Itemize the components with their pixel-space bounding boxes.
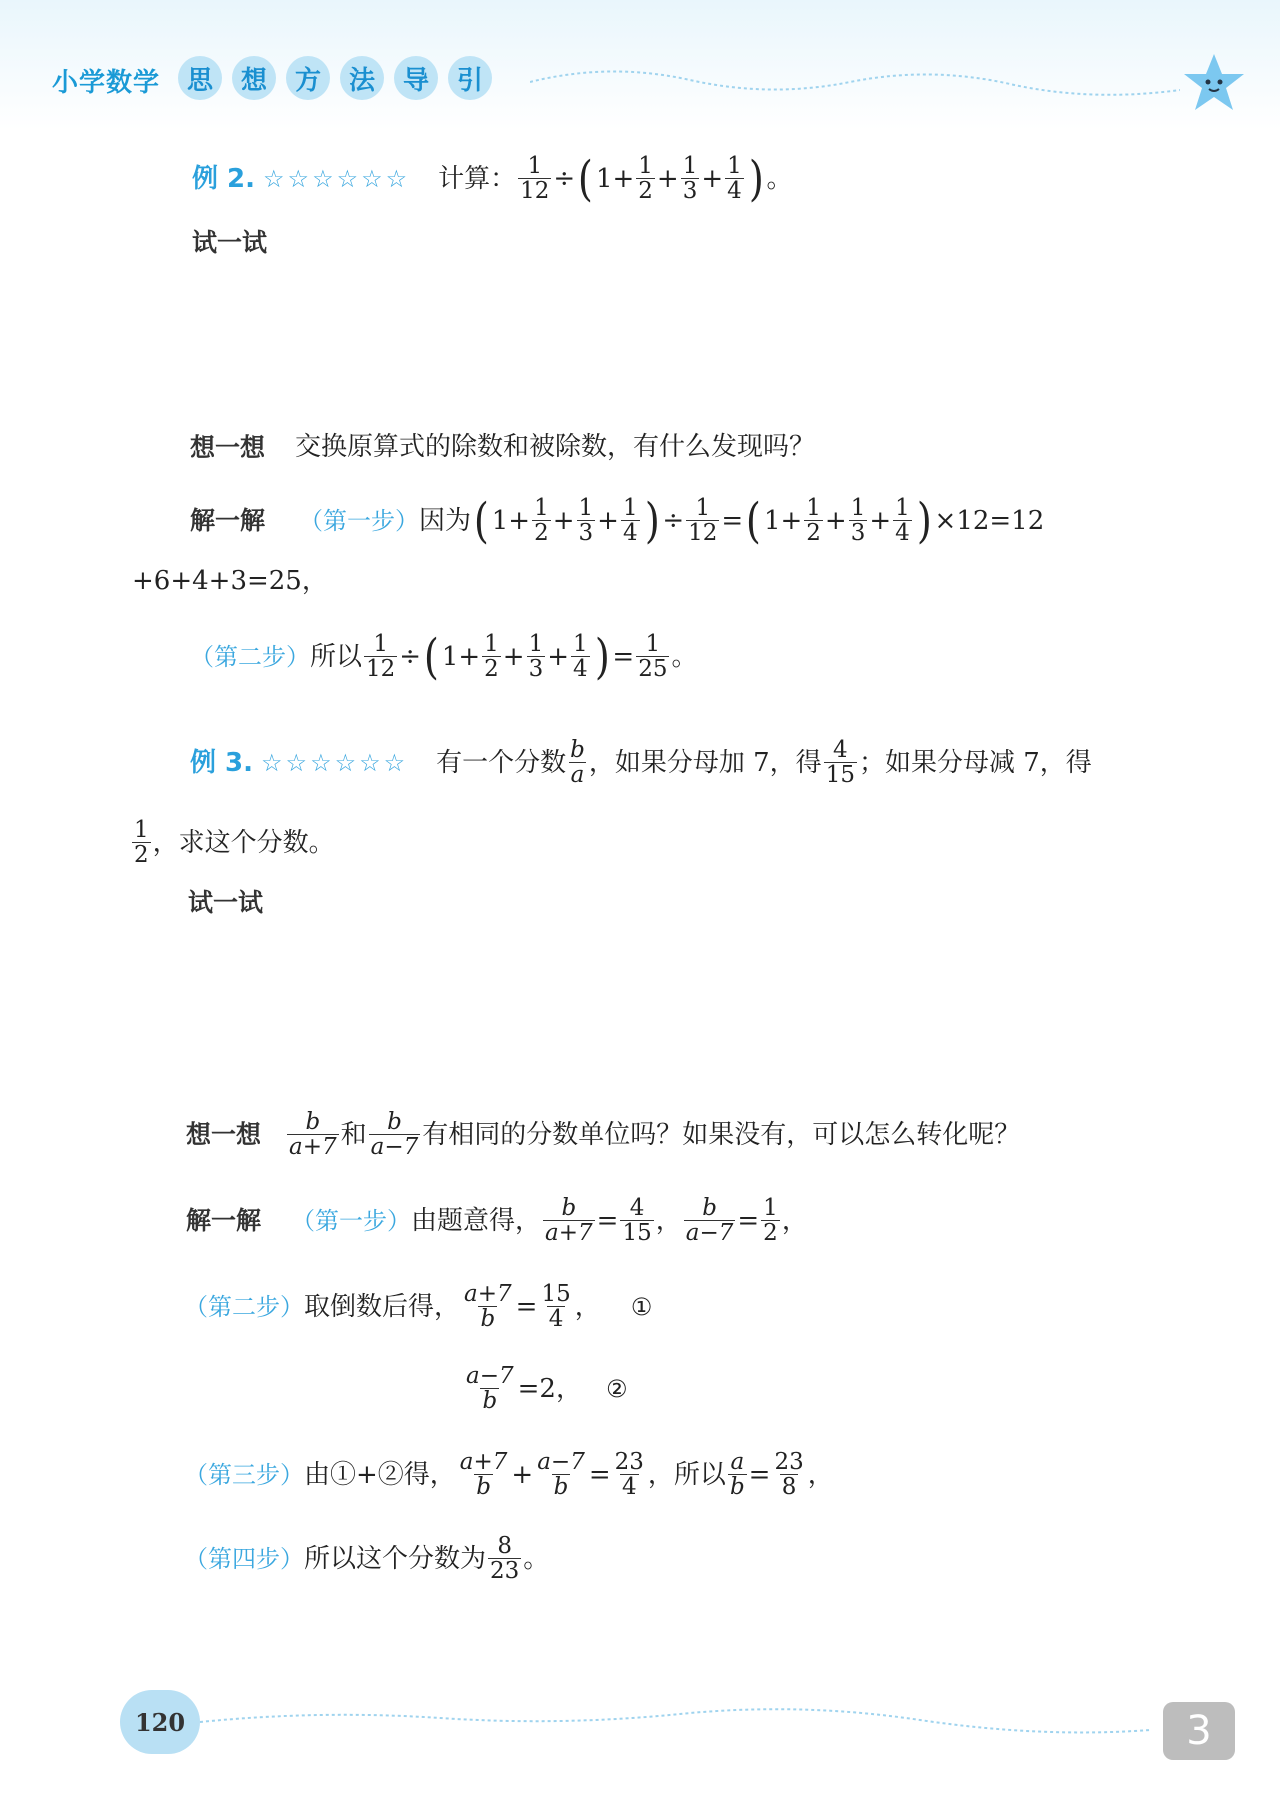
fraction: $\frac{1}{12}$ [366,631,396,683]
fraction: $\frac{1}{2}$ [806,495,821,547]
fraction: $\frac{1}{12}$ [688,495,718,547]
paren: ( [746,492,762,549]
statement-text: ，如果分母加 7，得 [588,747,822,778]
fraction: $\frac{a+7}{b}$ [459,1449,508,1501]
book-title-char: 思 [178,56,222,100]
step-text: 所以这个分数为 [304,1543,487,1574]
think-text: 和 [340,1119,367,1150]
math-operator: ÷ [553,163,576,194]
step-text: 由①+②得， [304,1459,456,1490]
think-text: 交换原算式的除数和被除数，有什么发现吗？ [295,432,816,462]
think-it-row [186,1110,1020,1159]
step-text: =2， [517,1373,582,1404]
statement-text: ，求这个分数。 [152,827,335,858]
fraction: $\frac{4}{15}$ [622,1195,652,1247]
example-label: 例 3. [190,747,254,778]
solve-step-1-continued: +6+4+3=25， [132,566,328,596]
corner-watermark: 3 [1163,1702,1235,1760]
fraction: $\frac{a-7}{b}$ [537,1449,585,1501]
star-mascot-icon [1182,52,1246,112]
step-marker: （第四步） [184,1544,304,1573]
step-text: ，所以 [647,1459,726,1490]
example-label: 例 2. [192,163,256,194]
paren: ) [748,150,764,207]
book-title-char: 导 [394,56,438,100]
solve-step-2-equation-2 [462,1364,627,1413]
fraction: $\frac{1}{2}$ [484,631,499,683]
fraction: $\frac{1}{4}$ [727,153,742,205]
step-text: 由题意得， [411,1205,542,1236]
period: 。 [766,163,793,194]
paren: ) [916,492,932,549]
equation-marker-2: ② [605,1374,628,1403]
think-it-row [190,434,815,460]
paren: ) [644,492,660,549]
footer-wave-decoration [200,1700,1150,1740]
try-it-heading: 试一试 [192,228,268,257]
fraction: $\frac{8}{23}$ [490,1533,520,1585]
fraction: $\frac{15}{4}$ [541,1281,571,1333]
fraction: $\frac{23}{8}$ [774,1449,804,1501]
book-title [178,56,492,100]
fraction: $\frac{1}{4}$ [573,631,588,683]
solve-label: 解一解 [190,506,266,536]
fraction: $\frac{1}{2}$ [638,153,653,205]
header-wave-decoration [530,62,1180,102]
solve-step-1: 解一解 （第一步） 因为 ( 1+ $\frac{1}{2}$ + $\frac{1}{3}$ + $\frac{1}{4}$ ) ÷ $\frac{1}{12}$ = ( 1+ $\frac{1}{2}$ + $\frac{1}{3}$ + $\frac{1}{4}$ ) ×12=12 [190,492,1045,549]
think-label: 想一想 [186,1120,262,1150]
solve-label: 解一解 [186,1206,262,1236]
solve-step-2: （第二步） 取倒数后得， $\frac{a+7}{b}$ = $\frac{15}{4}$ ， ① [184,1281,653,1333]
book-title-char: 引 [448,56,492,100]
step-marker: （第三步） [184,1460,304,1489]
step-text: 因为 [419,505,472,536]
fraction: $\frac{1}{4}$ [622,495,638,547]
think-text: 有相同的分数单位吗？如果没有，可以怎么转化呢？ [422,1119,1021,1150]
fraction: $\frac{1}{12}$ [520,153,550,205]
example-3-statement [190,738,1092,787]
solve-step-4: （第四步） 所以这个分数为 $\frac{8}{23}$ 。 [184,1533,550,1585]
fraction: $\frac{b}{a-7}$ [685,1195,734,1247]
fraction: $\frac{1}{2}$ [534,495,549,547]
equation-marker-1: ① [630,1292,653,1321]
fraction: $\frac{1}{2}$ [134,817,149,869]
paren: ) [594,628,610,685]
book-title-char: 方 [286,56,330,100]
step-marker: （第二步） [184,1292,304,1321]
step-marker: （第一步） [291,1206,412,1235]
fraction: $\frac{1}{4}$ [895,495,910,547]
fraction: $\frac{1}{3}$ [578,495,594,547]
statement-text: 有一个分数 [436,747,567,778]
fraction: $\frac{a+7}{b}$ [464,1281,512,1333]
calc-label: 计算： [438,163,517,194]
fraction: $\frac{4}{15}$ [825,737,855,789]
paren: ( [578,150,594,207]
fraction: $\frac{a}{b}$ [729,1449,745,1501]
book-title-char: 想 [232,56,276,100]
statement-text: ；如果分母减 7，得 [858,747,1092,778]
step-text: 所以 [310,641,363,672]
step-text: ×12=12 [934,505,1045,536]
think-label: 想一想 [190,432,266,462]
paren: ( [473,492,489,549]
fraction: $\frac{1}{3}$ [682,153,698,205]
fraction: $\frac{1}{3}$ [850,495,866,547]
difficulty-stars: ☆☆☆☆☆☆ [261,748,409,777]
fraction: $\frac{a-7}{b}$ [466,1363,514,1415]
solve-step-2: （第二步） 所以 $\frac{1}{12}$ ÷ ( 1+ $\frac{1}{2}$ + $\frac{1}{3}$ + $\frac{1}{4}$ ) = $\frac{1}{25}$ 。 [190,628,698,685]
step-marker: （第二步） [190,642,310,671]
book-title-char: 法 [340,56,384,100]
fraction: $\frac{b}{a-7}$ [370,1109,419,1161]
fraction: $\frac{b}{a+7}$ [545,1195,593,1247]
try-it-heading: 试一试 [188,888,264,917]
step-marker: （第一步） [299,506,420,535]
page-header [0,0,1280,130]
fraction: $\frac{1}{2}$ [763,1195,778,1247]
solve-step-3: （第三步） 由①+②得， $\frac{a+7}{b}$ + $\frac{a-7}{b}$ = $\frac{23}{4}$ ，所以 $\frac{a}{b}$ = $\frac{23}{8}$ ， [184,1449,834,1501]
fraction: $\frac{1}{25}$ [638,631,668,683]
solve-step-1: 解一解 （第一步） 由题意得， $\frac{b}{a+7}$ = $\frac{4}{15}$ ， $\frac{b}{a-7}$ = $\frac{1}{2}$ ， [186,1195,808,1247]
example-3-statement-continued [130,818,335,867]
step-text: 取倒数后得， [304,1291,461,1322]
series-title: 小学数学 [52,68,161,98]
difficulty-stars: ☆☆☆☆☆☆ [263,164,411,193]
fraction: $\frac{b}{a}$ [570,737,585,789]
fraction: $\frac{b}{a+7}$ [289,1109,337,1161]
example-2-statement: 例 2. ☆☆☆☆☆☆ 计算： $\frac{1}{12}$ ÷ ( 1+ $\frac{1}{2}$ + $\frac{1}{3}$ + $\frac{1}{4}$ ) 。 [192,150,793,207]
page-number: 120 [120,1690,200,1754]
fraction: $\frac{23}{4}$ [614,1449,644,1501]
fraction: $\frac{1}{3}$ [528,631,544,683]
paren: ( [423,628,439,685]
